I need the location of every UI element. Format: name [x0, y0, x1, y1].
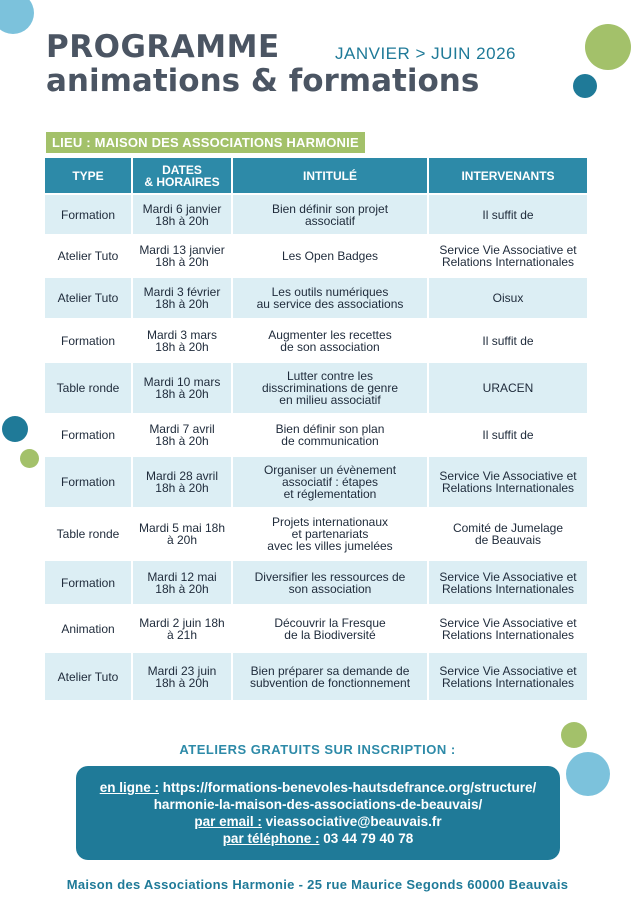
email-address[interactable]: vieassociative@beauvais.fr [265, 814, 442, 829]
decor-dot-teal-top-right [573, 74, 597, 98]
title-cell: Organiser un évènement associatif : étapes et réglementation [232, 456, 428, 508]
online-label: en ligne : [99, 780, 159, 795]
online-line [76, 779, 560, 796]
speakers-cell: Service Vie Associative et Relations Internationales [428, 456, 587, 508]
title-cell: Les outils numériques au service des associations [232, 277, 428, 319]
footer-address: Maison des Associations Harmonie - 25 rue Maurice Segonds 60000 Beauvais [66, 877, 569, 892]
title-cell: Projets internationaux et partenariats avec les villes jumelées [232, 508, 428, 560]
type-cell: Animation [45, 605, 132, 652]
dates-cell: Mardi 6 janvier 18h à 20h [132, 194, 232, 235]
dates-cell: Mardi 28 avril 18h à 20h [132, 456, 232, 508]
table-row [45, 560, 587, 605]
table-row [45, 456, 587, 508]
header-dates: DATES & HORAIRES [132, 158, 232, 194]
type-cell: Atelier Tuto [45, 235, 132, 277]
type-cell: Table ronde [45, 508, 132, 560]
speakers-cell: Il suffit de [428, 194, 587, 235]
dates-cell: Mardi 3 février 18h à 20h [132, 277, 232, 319]
dates-cell: Mardi 5 mai 18h à 20h [132, 508, 232, 560]
table-row [45, 414, 587, 456]
type-cell: Formation [45, 560, 132, 605]
phone-number[interactable]: 03 44 79 40 78 [323, 831, 414, 846]
dates-cell: Mardi 3 mars 18h à 20h [132, 319, 232, 362]
online-url-part2[interactable]: harmonie-la-maison-des-associations-de-beauvais/ [153, 797, 483, 812]
phone-line [76, 830, 560, 847]
phone-label: par téléphone : [222, 831, 320, 846]
dates-cell: Mardi 23 juin 18h à 20h [132, 652, 232, 700]
dates-cell: Mardi 10 mars 18h à 20h [132, 362, 232, 414]
table-row [45, 194, 587, 235]
email-label: par email : [194, 814, 262, 829]
type-cell: Formation [45, 414, 132, 456]
table-row [45, 652, 587, 700]
title-cell: Les Open Badges [232, 235, 428, 277]
type-cell: Formation [45, 456, 132, 508]
registration-box [76, 766, 560, 860]
table-row [45, 277, 587, 319]
title-cell: Lutter contre les disscriminations de genre en milieu associatif [232, 362, 428, 414]
online-url-part1[interactable]: https://formations-benevoles-hautsdefrance.org/structure/ [162, 780, 537, 795]
speakers-cell: Service Vie Associative et Relations Internationales [428, 652, 587, 700]
speakers-cell: URACEN [428, 362, 587, 414]
type-cell: Atelier Tuto [45, 277, 132, 319]
type-cell: Atelier Tuto [45, 652, 132, 700]
title-cell: Diversifier les ressources de son association [232, 560, 428, 605]
page-title-line1: PROGRAMME [46, 29, 280, 65]
speakers-cell: Service Vie Associative et Relations Internationales [428, 560, 587, 605]
dates-cell: Mardi 2 juin 18h à 21h [132, 605, 232, 652]
speakers-cell: Il suffit de [428, 319, 587, 362]
email-line [76, 813, 560, 830]
title-cell: Bien préparer sa demande de subvention de fonctionnement [232, 652, 428, 700]
period-label: JANVIER > JUIN 2026 [335, 44, 516, 63]
type-cell: Table ronde [45, 362, 132, 414]
title-cell: Découvrir la Fresque de la Biodiversité [232, 605, 428, 652]
location-banner: LIEU : MAISON DES ASSOCIATIONS HARMONIE [46, 132, 365, 153]
table-row [45, 235, 587, 277]
type-cell: Formation [45, 194, 132, 235]
header-speakers: INTERVENANTS [428, 158, 587, 194]
speakers-cell: Il suffit de [428, 414, 587, 456]
decor-dot-teal-left [2, 416, 28, 442]
dates-cell: Mardi 7 avril 18h à 20h [132, 414, 232, 456]
dates-cell: Mardi 13 janvier 18h à 20h [132, 235, 232, 277]
title-cell: Augmenter les recettes de son association [232, 319, 428, 362]
title-cell: Bien définir son projet associatif [232, 194, 428, 235]
speakers-cell: Service Vie Associative et Relations Internationales [428, 235, 587, 277]
registration-heading: ATELIERS GRATUITS SUR INSCRIPTION : [179, 742, 456, 757]
header-title: INTITULÉ [232, 158, 428, 194]
decor-dot-blue-bottom-right [566, 752, 610, 796]
table-header-row [45, 158, 587, 194]
table-row [45, 508, 587, 560]
header-type: TYPE [45, 158, 132, 194]
decor-dot-blue-top-left [0, 0, 34, 34]
page-title-line2: animations & formations [46, 63, 480, 99]
speakers-cell: Oisux [428, 277, 587, 319]
speakers-cell: Comité de Jumelage de Beauvais [428, 508, 587, 560]
program-table [45, 158, 587, 700]
table-row [45, 605, 587, 652]
dates-cell: Mardi 12 mai 18h à 20h [132, 560, 232, 605]
table-body [45, 194, 587, 700]
decor-dot-green-left [20, 449, 39, 468]
decor-dot-green-top-right [585, 24, 631, 70]
type-cell: Formation [45, 319, 132, 362]
table-row [45, 319, 587, 362]
speakers-cell: Service Vie Associative et Relations Internationales [428, 605, 587, 652]
title-cell: Bien définir son plan de communication [232, 414, 428, 456]
table-row [45, 362, 587, 414]
